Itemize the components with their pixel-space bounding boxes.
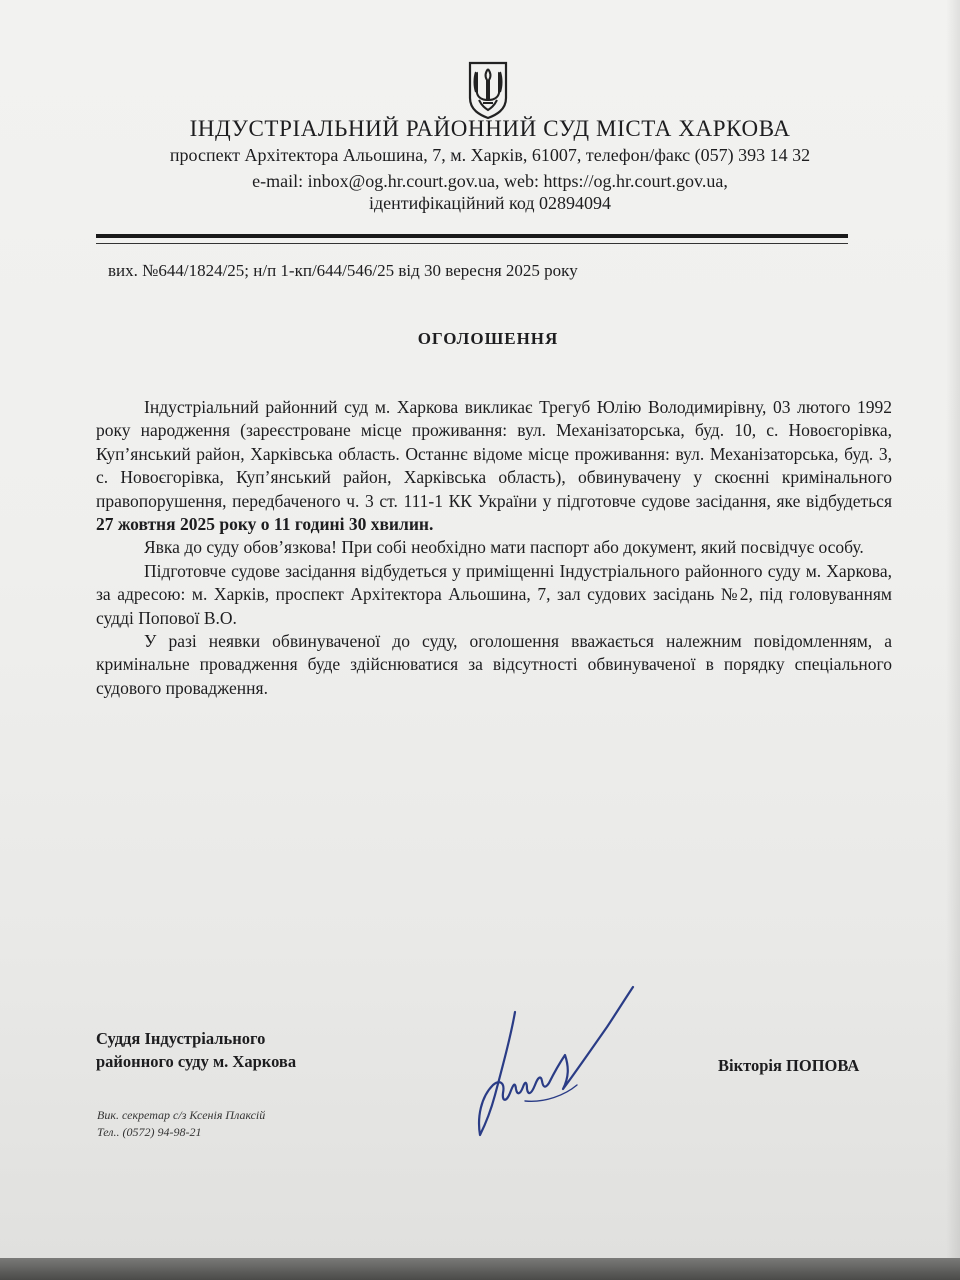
secretary-phone: Тел.. (0572) 94-98-21 (97, 1125, 202, 1139)
paragraph-consequences: У разі неявки обвинуваченої до суду, оголошення вважається належним повідомленням, а кримінальне провадження буде здійснюватися за відсутності обвинуваченої в порядку спеціального судового провадження. (96, 631, 892, 698)
judge-title-line2: районного суду м. Харкова (96, 1052, 297, 1071)
header-divider-thin (96, 243, 848, 244)
court-name: ІНДУСТРІАЛЬНИЙ РАЙОННИЙ СУД МІСТА ХАРКОВА (189, 116, 791, 141)
secretary-name: Вик. секретар с/з Ксенія Плаксій (97, 1108, 266, 1122)
judge-name: Вікторія ПОПОВА (718, 1056, 860, 1075)
outgoing-reference: вих. №644/1824/25; н/п 1-кп/644/546/25 від 30 вересня 2025 року (108, 261, 578, 280)
paper-edge-shadow (946, 0, 960, 1280)
paragraph-attendance: Явка до суду обов’язкова! При собі необхідно мати паспорт або документ, який посвідчує особу. (144, 537, 864, 558)
court-id-code: ідентифікаційний код 02894094 (368, 193, 612, 213)
judge-title (96, 1027, 296, 1073)
trident-coat-of-arms-icon (466, 60, 510, 120)
court-contacts: e-mail: inbox@og.hr.court.gov.ua, web: https://og.hr.court.gov.ua, (252, 171, 728, 191)
judge-title-line1: Суддя Індустріального (96, 1029, 266, 1048)
header-divider-thick (96, 234, 848, 238)
handwritten-signature (465, 985, 645, 1150)
hearing-datetime: 27 жовтня 2025 року о 11 годині 30 хвилин. (96, 514, 434, 535)
paragraph-location: Підготовче судове засідання відбудеться у приміщенні Індустріального районного суду м. Харкова, за адресою: м. Харків, проспект Архітектора Альошина, 7, зал судових засідань №2, під головуванням судді Попової В.О. (96, 560, 892, 628)
announcement-body (96, 396, 892, 700)
summons-text: Індустріальний районний суд м. Харкова викликає Трегуб Юлію Володимирівну, 03 лютого 1992 року народження (зареєстроване місце проживання: вул. Механізаторська, буд. 10, с. Новоєгорівка, Куп’янський район, Харківська область. Останнє відоме місце проживання: вул. Механізаторська, буд. 3, с. Новоєгорівка, Куп’янський район, Харківська область), обвинувачену у скоєнні кримінального правопорушення, передбаченого ч. 3 ст. 111-1 КК України у підготовче судове засідання, яке відбудеться (96, 397, 892, 511)
table-surface (0, 1258, 960, 1280)
court-address: проспект Архітектора Альошина, 7, м. Харків, 61007, телефон/факс (057) 393 14 32 (169, 145, 811, 165)
secretary-info (97, 1107, 265, 1141)
paragraph-summons (96, 396, 892, 536)
document-title: ОГОЛОШЕННЯ (417, 329, 559, 348)
